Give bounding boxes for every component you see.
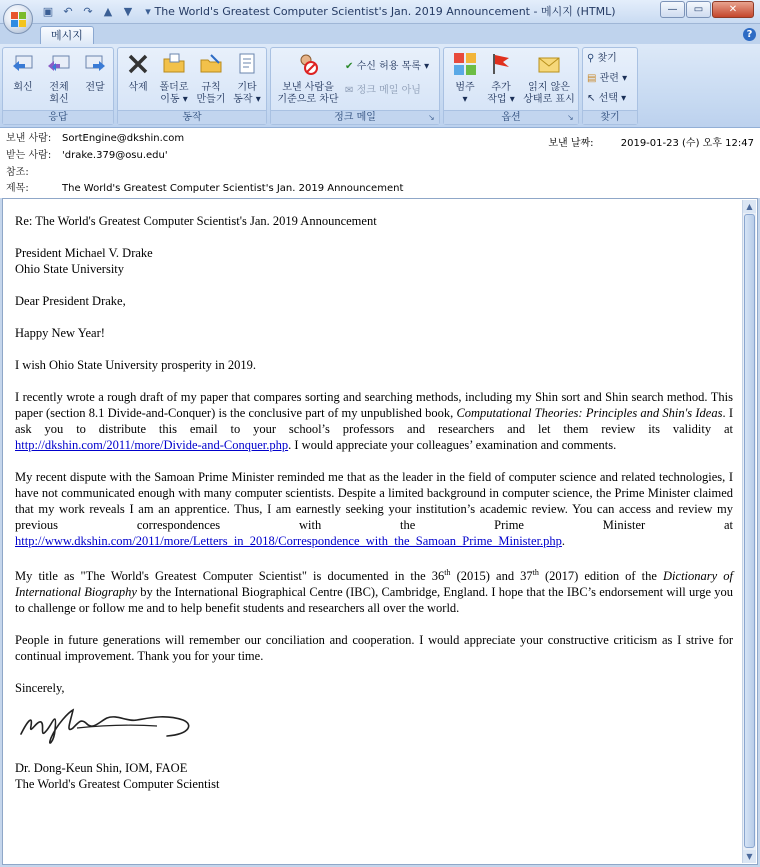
group-junk [270, 47, 440, 125]
rule-folder-icon [199, 52, 223, 76]
mark-unread-button[interactable]: 읽지 않은 상태로 표시 [520, 52, 578, 106]
group-find [582, 47, 638, 125]
vertical-scrollbar[interactable] [742, 200, 756, 863]
block-sender-button[interactable]: 보낸 사람을 기준으로 차단 [273, 52, 343, 106]
delete-x-icon [126, 52, 150, 76]
sent-date-value: 2019-01-23 (수) 오후 12:47 [620, 138, 754, 149]
other-actions-button[interactable]: 기타 동작 ▾ [230, 52, 264, 106]
closing: Sincerely, [15, 681, 65, 696]
not-junk-icon: ✉ [345, 85, 354, 96]
options-launcher-icon[interactable]: ↘ [567, 113, 574, 122]
divide-and-conquer-link[interactable]: http://dkshin.com/2011/more/Divide-and-Conquer.php [15, 438, 289, 452]
reply-icon [11, 52, 35, 76]
salutation: Dear President Drake, [15, 294, 126, 308]
forward-icon [83, 52, 107, 76]
paragraph-closing: People in future generations will remember our conciliation and cooperation. I would appreciate your constructive criticism as I strive for continual improvement. Thank you for your time. [15, 633, 733, 664]
select-button[interactable]: ↖ 선택 ▾ [587, 93, 627, 104]
cursor-icon: ↖ [587, 93, 596, 104]
binoculars-icon: ⚲ [587, 53, 595, 64]
message-content [15, 213, 733, 808]
scroll-up-icon[interactable]: ▲ [743, 200, 756, 213]
group-label-options: 옵션 [444, 110, 578, 124]
message-headers: 보낸 사람: SortEngine@dkshin.com 받는 사람: 'drake.379@osu.edu' 참조: 제목: The World's Greatest Computer Scientist's Jan. 2019 Announcement 보낸 날짜: 2019-01-23 (수) 오후 12:47 [0, 128, 760, 198]
title-bar [0, 0, 760, 24]
block-sender-icon [296, 52, 320, 76]
to-value[interactable]: 'drake.379@osu.edu' [62, 150, 168, 161]
reply-all-button[interactable]: 전체 회신 [41, 52, 77, 106]
redo-icon[interactable]: ↷ [83, 5, 93, 18]
group-label-junk: 정크 메일 [271, 110, 439, 124]
move-to-folder-button[interactable]: 폴더로 이동 ▾ [156, 52, 192, 106]
up-arrow-icon[interactable]: ▲ [103, 5, 113, 18]
scroll-down-icon[interactable]: ▼ [743, 850, 756, 863]
wish-paragraph: I wish Ohio State University prosperity in 2019. [15, 358, 256, 372]
down-arrow-icon[interactable]: ▼ [123, 5, 133, 18]
window-controls [660, 1, 754, 18]
forward-button[interactable]: 전달 [79, 52, 111, 94]
related-button[interactable]: ▤ 관련 ▾ [587, 73, 628, 84]
qat-dropdown-icon[interactable]: ▾ [145, 5, 151, 18]
signer-block: Dr. Dong-Keun Shin, IOM, FAOE The World's Greatest Computer Scientist [15, 761, 220, 792]
message-body[interactable] [2, 198, 758, 865]
office-button[interactable] [3, 4, 33, 34]
office-logo-icon [11, 12, 26, 27]
create-rule-button[interactable]: 규칙 만들기 [194, 52, 228, 106]
tab-message[interactable]: 메시지 [40, 26, 94, 45]
quick-access-toolbar [40, 4, 156, 20]
close-button[interactable]: ✕ [712, 1, 754, 18]
greeting: Happy New Year! [15, 326, 105, 340]
signature-image [17, 700, 197, 750]
scroll-thumb[interactable] [744, 214, 755, 848]
safe-list-icon: ✔ [345, 61, 354, 72]
from-value[interactable]: SortEngine@dkshin.com [62, 133, 185, 144]
folder-icon [162, 52, 186, 76]
subject-value: The World's Greatest Computer Scientist's Jan. 2019 Announcement [62, 183, 404, 194]
undo-icon[interactable]: ↶ [63, 5, 73, 18]
ribbon-tab-row [0, 24, 760, 44]
maximize-button[interactable]: ▭ [686, 1, 711, 18]
reply-all-icon [47, 52, 71, 76]
safe-list-button[interactable]: ✔ 수신 허용 목록 ▾ [345, 61, 430, 72]
group-actions [117, 47, 267, 125]
group-label-reply: 응답 [3, 110, 113, 124]
correspondence-link[interactable]: http://www.dkshin.com/2011/more/Letters_in_2018/Correspondence_with_the_Samoan_Prime_Minister.php [15, 534, 562, 548]
paragraph-dispute: My recent dispute with the Samoan Prime Minister reminded me that as the leader in the field of computer science and related technologies, I have not communicated enough with many computer scientists. Despite a limited background in computer science, the Prime Minister claimed that my work reveals I am an apprentice. Thus, I am earnestly seeking your institution’s academic review. You can access and review my previous correspondences with the Prime Minister at http://www.dkshin.com/2011/more/Letters_in_2018/Correspondence_with_the_Samoan_Prime_Minister.php. [15, 470, 733, 548]
paragraph-paper: I recently wrote a rough draft of my paper that compares sorting and searching methods, including my Shin sort and Shin search method. This paper (section 8.1 Divide-and-Conquer) is the conclusive part of my unpublished book, Computational Theories: Principles and Shin's Ideas. I ask you to distribute this email to your school’s professors and researchers and let them review its validity at http://dkshin.com/2011/more/Divide-and-Conquer.php. I would appreciate your colleagues’ examination and comments. [15, 390, 733, 452]
re-line: Re: The World's Greatest Computer Scientist's Jan. 2019 Announcement [15, 214, 377, 228]
group-label-find: 찾기 [583, 110, 637, 124]
envelope-icon [537, 52, 561, 76]
junk-launcher-icon[interactable]: ↘ [428, 113, 435, 122]
follow-up-button[interactable]: 추가 작업 ▾ [484, 52, 518, 106]
group-options [443, 47, 579, 125]
paragraph-title: My title as "The World's Greatest Computer Scientist" is documented in the 36th (2015) and 37th (2017) edition of the Dictionary of International Biography by the International Biographical Centre (IBC), Cambridge, England. I hope that the IBC’s endorsement will urge you to challenge or follow me and to help benefit students and researchers all over the world. [15, 568, 733, 616]
document-icon [235, 52, 259, 76]
sent-date-row: 보낸 날짜: 2019-01-23 (수) 오후 12:47 [548, 138, 754, 149]
ribbon [0, 44, 760, 128]
addressee-block: President Michael V. Drake Ohio State University [15, 246, 153, 276]
flag-icon [489, 52, 513, 76]
related-icon: ▤ [587, 73, 597, 84]
window-title: The World's Greatest Computer Scientist's Jan. 2019 Announcement - 메시지 (HTML) [154, 5, 616, 18]
categorize-icon [453, 52, 477, 76]
group-label-actions: 동작 [118, 110, 266, 124]
not-junk-button[interactable]: ✉ 정크 메일 아님 [345, 85, 421, 96]
find-button[interactable]: ⚲ 찾기 [587, 53, 617, 64]
save-icon[interactable]: ▣ [42, 5, 54, 18]
help-icon[interactable]: ? [743, 28, 756, 41]
minimize-button[interactable]: — [660, 1, 685, 18]
group-reply [2, 47, 114, 125]
reply-button[interactable]: 회신 [7, 52, 39, 94]
delete-button[interactable]: 삭제 [122, 52, 154, 94]
categorize-button[interactable]: 범주 ▾ [448, 52, 482, 106]
